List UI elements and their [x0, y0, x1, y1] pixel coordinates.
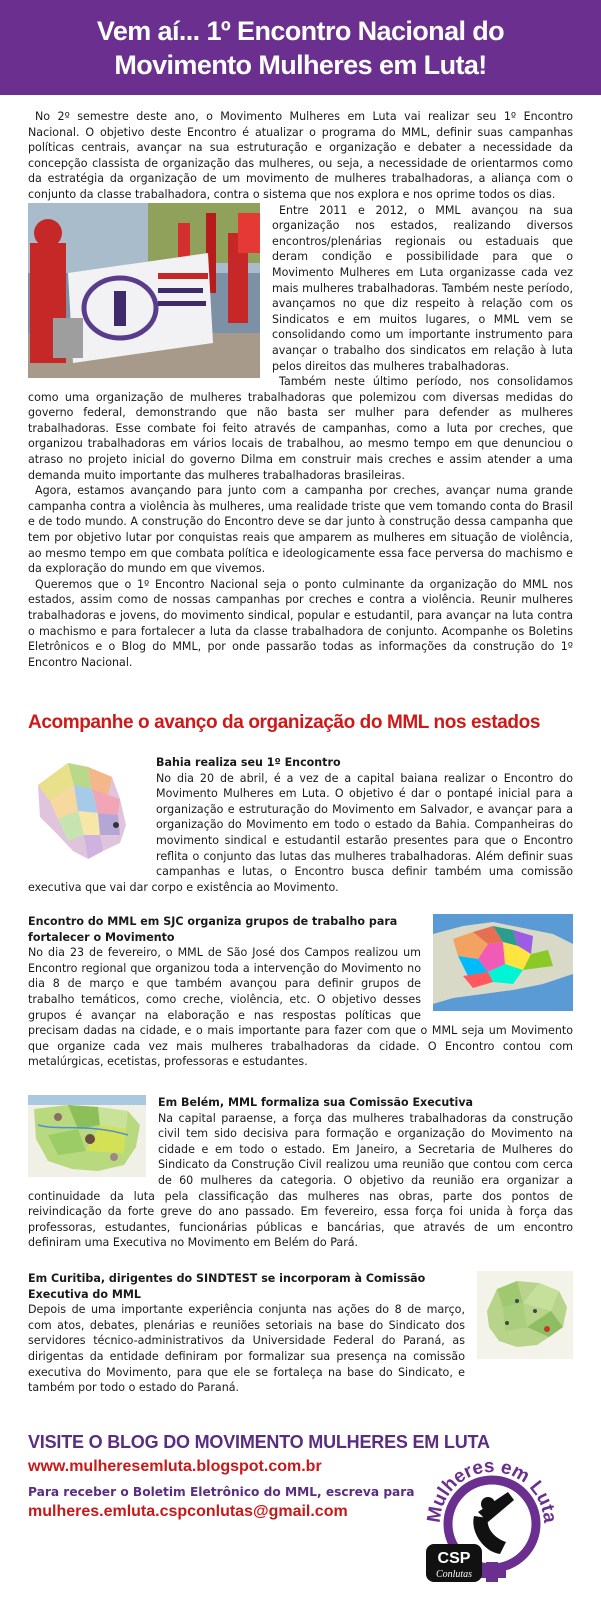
- news-title-sjc: Encontro do MML em SJC organiza grupos de trabalho para fortalecer o Movimento: [28, 915, 398, 944]
- page-title-line1: Vem aí... 1º Encontro Nacional do: [96, 15, 505, 46]
- news-sjc: [28, 914, 573, 1070]
- news-body-bahia: No dia 20 de abril, é a vez de a capital baiana realizar o Encontro do Movimento Mulheres em Luta. O objetivo é dar o pontapé inicial para a organização e estruturação do Movimento em Salvador, e avançar para a organização do Movimento em todo o estado da Bahia. Companheiras do movimento sindical e estudantil estarão presentes para que o Encontro reflita o conjunto das lutas das mulheres trabalhadoras. Além definir suas campanhas e lutas, o Encontro busca definir também uma comissão executiva que vai dar corpo e existência ao Movimento.: [28, 771, 573, 894]
- sjc-map-image: [433, 914, 573, 1016]
- intro-paragraph-1: No 2º semestre deste ano, o Movimento Mulheres em Luta vai realizar seu 1º Encontro Nacional. O objetivo deste Encontro é atualizar o programa do MML, definir suas campanhas políticas centrais, avançar na sua estruturação e organização e debater a necessidade da concepção classista de organização das mulheres, ou seja, a necessidade de orientarmos como da estratégia da organização de um movimento de mulheres trabalhadoras, a aliança com o conjunto da classe trabalhadora, contra o sistema que nos explora e nos oprime todos os dias.: [28, 110, 573, 201]
- subscribe-text: Para receber o Boletim Eletrônico do MML, escreva para: [28, 1485, 415, 1499]
- bahia-map-image: [28, 755, 144, 870]
- intro-paragraph-4: Agora, estamos avançando para junto com a campanha por creches, avançar numa grande campanha contra a violência às mulheres, uma realidade triste que vem tomando conta do Brasil e de todo mundo. A construção do Encontro deve se dar junto à construção dessa campanha que tem por objetivo lutar por conquistas reais que amparem as mulheres em situação de violência, ao mesmo tempo em que combata política e ideologicamente essa face perversa do machismo e da exploração do mundo em que vivemos.: [28, 484, 573, 576]
- news-body-curitiba: Depois de uma importante experiência conjunta nas ações do 8 de março, com atos, debates, plenárias e reuniões setoriais na base do Sindicato dos servidores técnico-administrativos da Universidade Federal do Paraná, as dirigentas da entidade definiram por formalizar sua presença na comissão executiva do Movimento, para que ele se fortaleça na base do Sindicato, e também por todo o estado do Paraná.: [28, 1303, 465, 1395]
- header-banner: [0, 0, 601, 95]
- news-curitiba: [28, 1271, 573, 1396]
- intro-article: [28, 109, 573, 670]
- news-title-belem: Em Belém, MML formaliza sua Comissão Executiva: [158, 1096, 474, 1109]
- page-title-line2: Movimento Mulheres em Luta!: [114, 49, 487, 80]
- news-title-curitiba: Em Curitiba, dirigentes do SINDTEST se incorporam à Comissão Executiva do MML: [28, 1272, 426, 1301]
- states-section-title: Acompanhe o avanço da organização do MML nos estados: [28, 712, 541, 733]
- news-body-belem: Na capital paraense, a força das mulheres trabalhadoras da construção civil tem sido decisiva para formação e organização do Movimento na cidade e em todo o estado. Em Janeiro, a Secretaria de Mulheres do Sindicato da Construção Civil realizou uma reunião que contou com cerca de 60 mulheres da categoria. O objetivo da reunião era organizar a continuidade da luta pela classificação das mulheres nas obras, parte dos pontos de reivindicação da forte greve do ano passado. Em fevereiro, essa força foi unida à força das professoras, estudantes, funcionárias públicas e bancárias, que através de um encontro definiram uma Executiva no Movimento em Belém do Pará.: [28, 1111, 573, 1250]
- blog-url-link[interactable]: www.mulheresemluta.blogspot.com.br: [28, 1458, 322, 1475]
- parana-map-image: [477, 1271, 573, 1364]
- email-link[interactable]: mulheres.emluta.cspconlutas@gmail.com: [28, 1503, 348, 1520]
- intro-paragraph-3: Também neste último período, nos consolidamos como uma organização de mulheres trabalhadoras que polemizou com diversas medidas do governo federal, demonstrando que não basta ser mulher para defender as mulheres trabalhadoras. Esse combate foi feito através de campanhas, como a luta por creches, que organizou trabalhadoras em vários locais de trabalhou, ao mesmo tempo em que denunciou o atraso no projeto inicial do governo Dilma em construir mais creches e assim atender a uma demanda muito importante das mulheres trabalhadoras brasileiras.: [28, 375, 573, 482]
- logo-badge-subtext: Conlutas: [435, 1569, 473, 1580]
- news-title-bahia: Bahia realiza seu 1º Encontro: [156, 756, 341, 769]
- intro-paragraph-2: Entre 2011 e 2012, o MML avançou na sua organização nos estados, realizando diversos encontros/plenárias regionais ou estaduais que deram condição e possibilidade para que o Movimento Mulheres em Luta organizasse cada vez mais mulheres trabalhadoras. Também neste período, avançamos no que diz respeito à relação com os Sindicatos e em muitos lugares, o MML vem se consolidando como um importante instrumento para avançar o trabalho dos sindicatos em relação à luta pelos direitos das mulheres trabalhadoras.: [272, 203, 573, 373]
- intro-paragraph-5: Queremos que o 1º Encontro Nacional seja o ponto culminante da organização do MML nos estados, assim como de nossas campanhas por creches e contra a violência. Reunir mulheres trabalhadoras e jovens, do movimento sindical, popular e estudantil, para avançar na luta contra o machismo e para fortalecer a luta da classe trabalhadora de conjunto. Acompanhe os Boletins Eletrônicos e o Blog do MML, por onde passarão todas as informações da construção do 1º Encontro Nacional.: [28, 577, 573, 669]
- mml-logo: [418, 1442, 560, 1587]
- news-belem: [28, 1095, 573, 1251]
- logo-badge-text: CSP: [437, 1550, 471, 1567]
- news-bahia: [28, 755, 573, 895]
- blog-heading: VISITE O BLOG DO MOVIMENTO MULHERES EM LUTA: [28, 1432, 490, 1452]
- logo-arc-text: Mulheres em Luta: [423, 1455, 560, 1525]
- news-body-sjc: No dia 23 de fevereiro, o MML de São José dos Campos realizou um Encontro regional que organizou toda a intervenção do Movimento no dia 8 de março e que também avançou para definir grupos de trabalho temáticos, como creche, violência, etc. O objetivo desses grupos é avançar na elaboração e nas respostas políticas que precisam dadas na cidade, e o mais importante para fazer com que o MML seja um Movimento que organize cada vez mais mulheres trabalhadoras da cidade. O Encontro contou com metalúrgicas, ecetistas, professoras e estudantes.: [28, 946, 573, 1069]
- march-photo: [28, 203, 260, 378]
- para-map-image: [28, 1095, 146, 1182]
